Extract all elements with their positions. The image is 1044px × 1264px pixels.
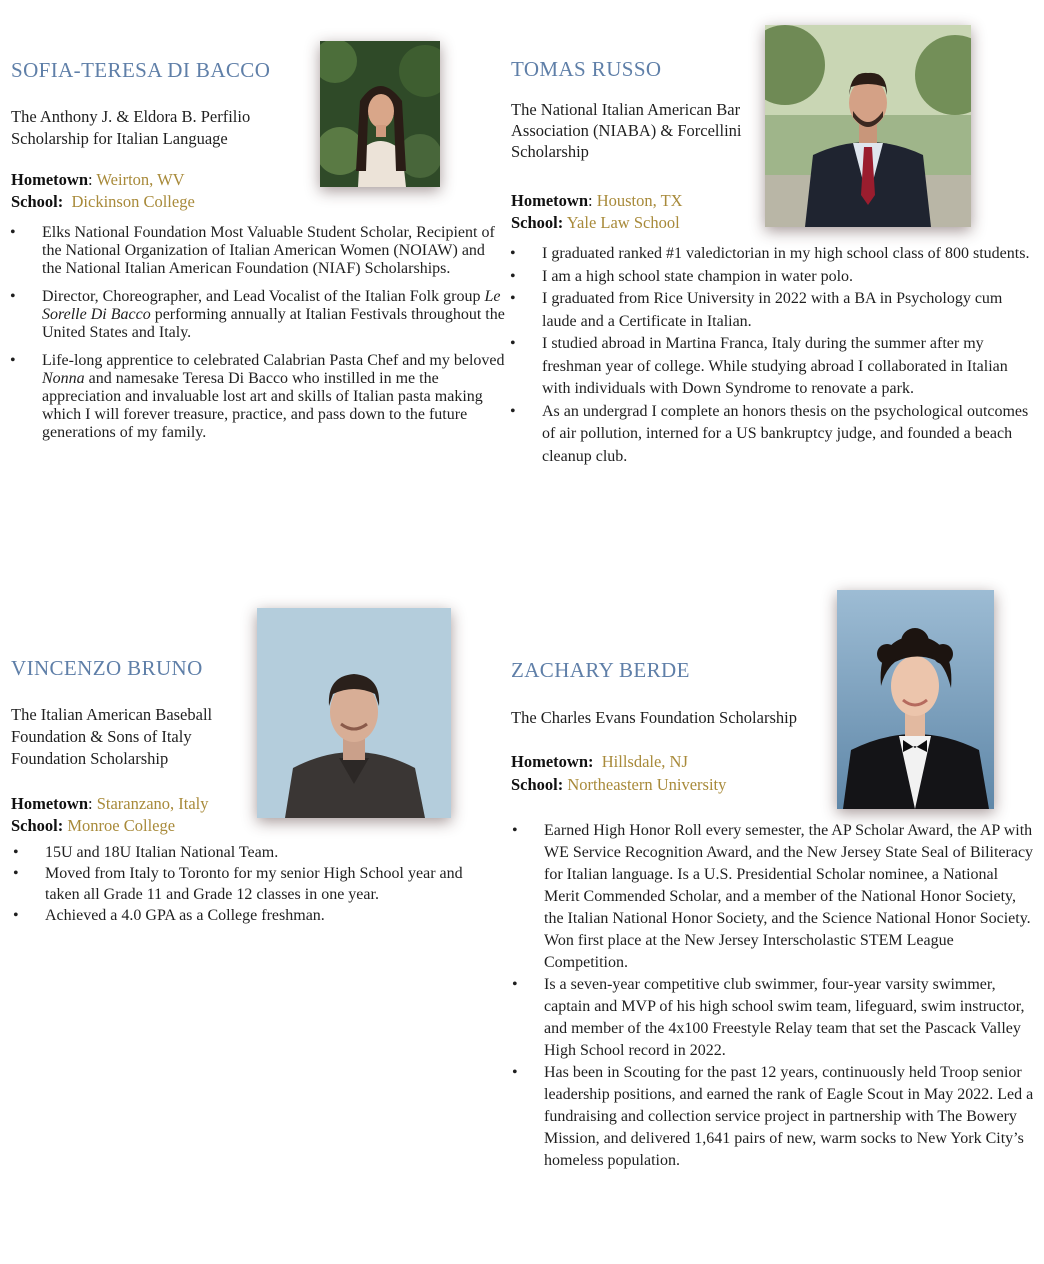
school-line bbox=[11, 190, 195, 213]
profile-photo bbox=[765, 25, 971, 227]
achievement-item: • Earned High Honor Roll every semester, the AP Scholar Award, the AP with WE Service Recognition Award, and the New Jersey State Seal of Biliteracy for Italian language. Is a U.S. Presidential Scholar nominee, a National Merit Commended Scholar, and a member of the National Honor Society, the Italian National Honor Society, and the Science National Honor Society. Won first place at the New Jersey Interscholastic STEM League Competition. bbox=[512, 820, 1034, 974]
achievement-item: • I am a high school state champion in water polo. bbox=[510, 266, 1030, 289]
scholarship-title: The Anthony J. & Eldora B. Perfilio Scholarship for Italian Language bbox=[11, 107, 251, 148]
achievement-list bbox=[10, 224, 505, 442]
achievement-item: • 15U and 18U Italian National Team. bbox=[13, 842, 498, 863]
school-value: Monroe College bbox=[67, 816, 176, 835]
achievement-item: • I studied abroad in Martina Franca, Italy during the summer after my freshman year of college. While studying abroad I collaborated in Italian with individuals with Down Syndrome to renovate a park. bbox=[510, 333, 1030, 401]
achievement-item: • I graduated ranked #1 valedictorian in my high school class of 800 students. bbox=[510, 243, 1030, 266]
school-label: School: bbox=[511, 775, 564, 794]
scholarship-title: The Charles Evans Foundation Scholarship bbox=[511, 708, 797, 727]
school-line bbox=[511, 211, 680, 234]
profile-name: TOMAS RUSSO bbox=[511, 57, 662, 81]
hometown-label: Hometown bbox=[511, 191, 588, 210]
profile-name: SOFIA-TERESA DI BACCO bbox=[11, 58, 271, 82]
achievement-item: • Has been in Scouting for the past 12 years, continuously held Troop senior leadership positions, and earned the rank of Eagle Scout in May 2022. Led a fundraising and collection service project in partnership with The Bowery Mission, and delivered 1,641 pairs of new, warm socks to New York City’s homeless population. bbox=[512, 1062, 1034, 1172]
achievement-list bbox=[13, 842, 498, 926]
achievement-item: • I graduated from Rice University in 2022 with a BA in Psychology cum laude and a Certificate in Italian. bbox=[510, 288, 1030, 333]
profile-photo bbox=[257, 608, 451, 818]
profile-photo bbox=[837, 590, 994, 809]
hometown-value: Weirton, WV bbox=[96, 170, 185, 189]
profile-card-tomas bbox=[500, 0, 1044, 520]
achievement-item: • Elks National Foundation Most Valuable Student Scholar, Recipient of the National Organization of Italian American Women (NOIAW) and the National Italian American Foundation (NIAF) Scholarships. bbox=[10, 224, 505, 278]
school-value: Dickinson College bbox=[71, 192, 195, 211]
hometown-value: Houston, TX bbox=[596, 191, 683, 210]
hometown-line: Hometown: Staranzano, Italy bbox=[11, 794, 209, 813]
achievement-item: • As an undergrad I complete an honors thesis on the psychological outcomes of air pollution, interned for a US bankruptcy judge, and founded a beach cleanup club. bbox=[510, 401, 1030, 469]
hometown-label: Hometown: bbox=[511, 752, 594, 771]
school-line bbox=[11, 814, 175, 837]
achievement-item: • Achieved a 4.0 GPA as a College freshman. bbox=[13, 905, 498, 926]
profile-card-sofia bbox=[0, 0, 520, 520]
hometown-label: Hometown bbox=[11, 170, 88, 189]
achievement-item: • Is a seven-year competitive club swimmer, four-year varsity swimmer, captain and MVP of his high school swim team, lifeguard, swim instructor, and member of the 4x100 Freestyle Relay team that set the Pascack Valley High School record in 2022. bbox=[512, 974, 1034, 1062]
achievement-item: • Moved from Italy to Toronto for my senior High School year and taken all Grade 11 and Grade 12 classes in one year. bbox=[13, 863, 498, 905]
profile-card-vincenzo bbox=[0, 600, 520, 940]
achievement-list bbox=[510, 243, 1030, 468]
hometown-value: Hillsdale, NJ bbox=[601, 752, 688, 771]
achievement-item: • Director, Choreographer, and Lead Vocalist of the Italian Folk group Le Sorelle Di Bacco performing annually at Italian Festivals throughout the United States and Italy. bbox=[10, 288, 505, 342]
school-value: Yale Law School bbox=[566, 213, 680, 232]
scholarship-title: The Italian American Baseball Foundation & Sons of Italy Foundation Scholarship bbox=[11, 705, 213, 768]
profile-name: ZACHARY BERDE bbox=[511, 658, 690, 682]
hometown-line: Hometown: Weirton, WV bbox=[11, 170, 185, 189]
achievement-item: • Life-long apprentice to celebrated Calabrian Pasta Chef and my beloved Nonna and namesake Teresa Di Bacco who instilled in me the appreciation and invaluable lost art and skills of Italian pasta making which I will forever treasure, practice, and pass down to the future generations of my family. bbox=[10, 352, 505, 442]
school-label: School: bbox=[11, 816, 64, 835]
profile-name: VINCENZO BRUNO bbox=[11, 656, 203, 680]
achievement-list bbox=[512, 820, 1034, 1172]
hometown-label: Hometown bbox=[11, 794, 88, 813]
scholarship-title: The National Italian American Bar Association (NIABA) & Forcellini Scholarship bbox=[511, 100, 742, 161]
hometown-line: Hometown: Houston, TX bbox=[511, 191, 683, 210]
school-line bbox=[511, 773, 726, 796]
profile-card-zachary bbox=[500, 580, 1044, 1264]
school-value: Northeastern University bbox=[567, 775, 727, 794]
hometown-line bbox=[511, 750, 688, 773]
school-label: School: bbox=[511, 213, 564, 232]
school-label: School: bbox=[11, 192, 64, 211]
profile-photo bbox=[320, 41, 440, 187]
hometown-value: Staranzano, Italy bbox=[96, 794, 209, 813]
